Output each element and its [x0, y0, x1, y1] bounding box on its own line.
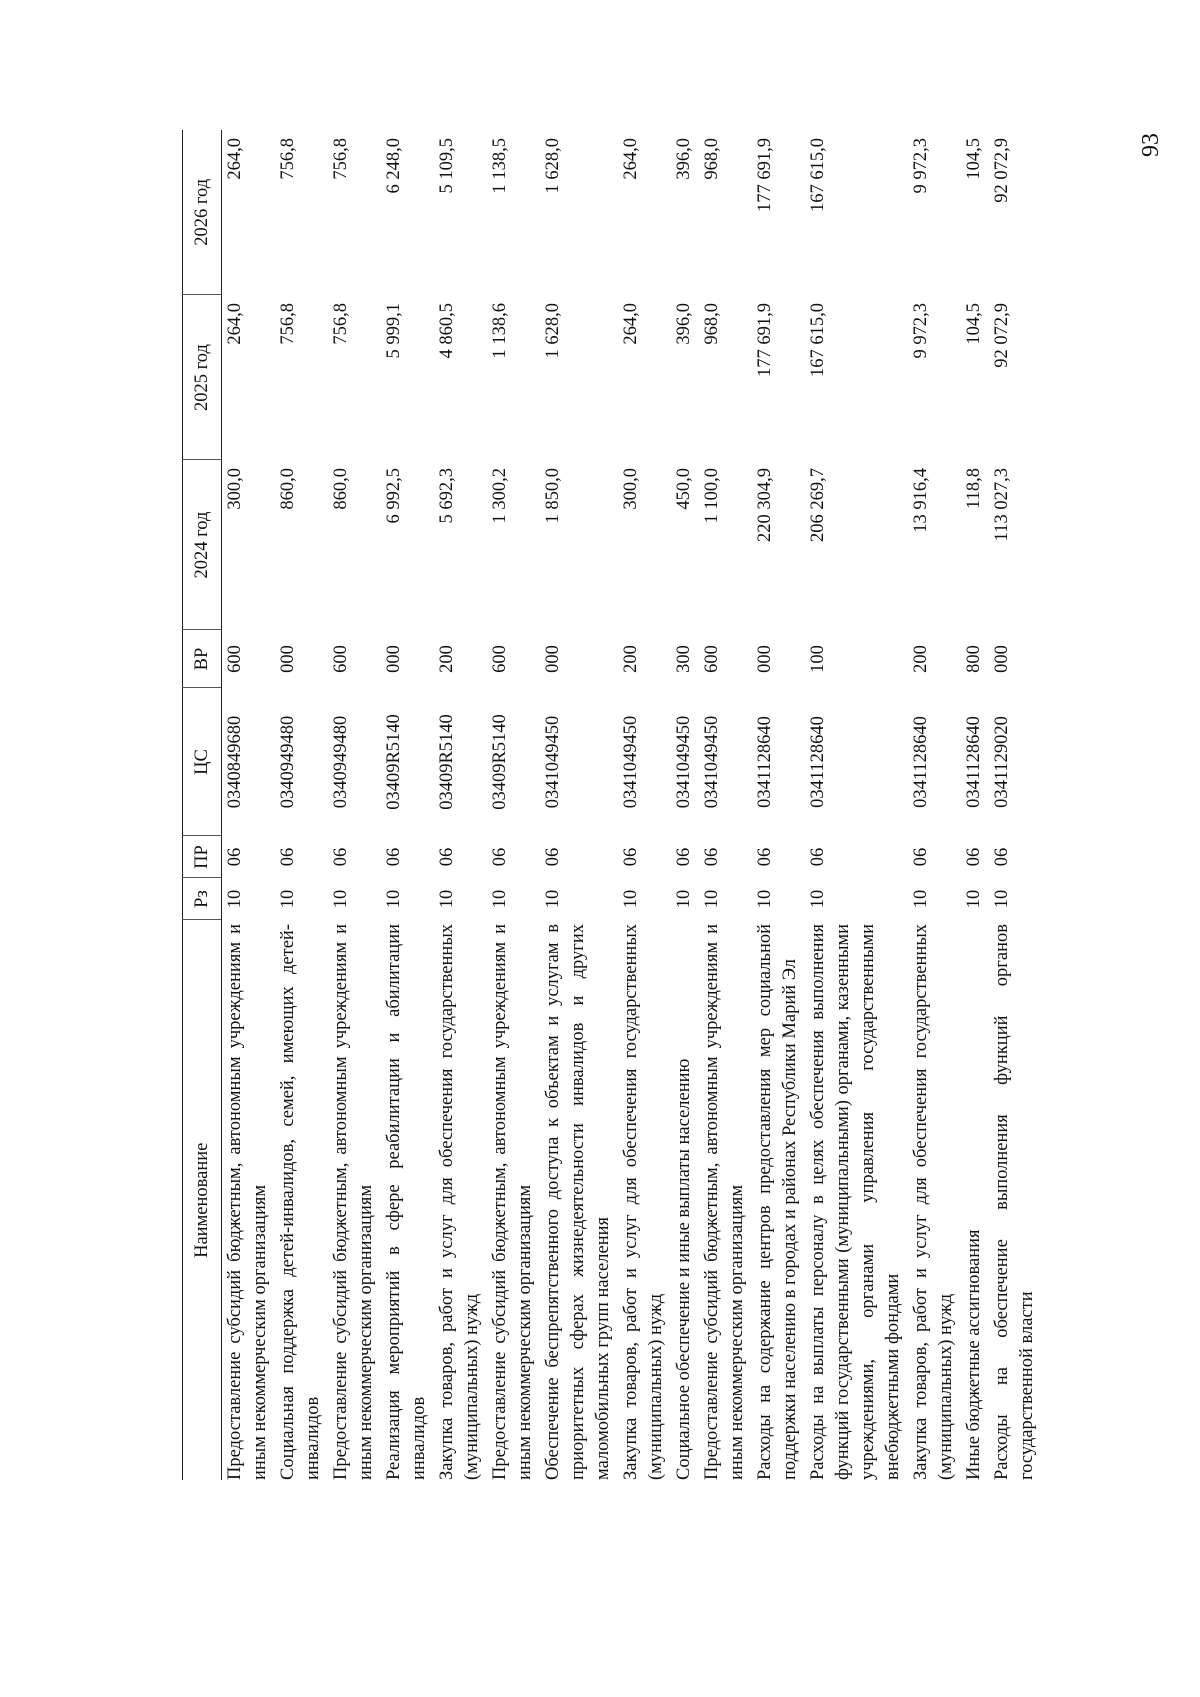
table-row: [222, 130, 276, 1480]
row-name: Закупка товаров, работ и услуг для обеспечения государственных (муниципальных) нужд: [911, 924, 956, 1480]
row-pr: 06: [621, 847, 641, 867]
rotated-table-container: [182, 130, 1102, 1480]
row-vr: 600: [702, 645, 722, 673]
header-name: Наименование: [183, 920, 222, 1480]
row-2026: 756,8: [331, 138, 351, 180]
header-rz: Рз: [183, 878, 222, 920]
row-2025: 104,5: [964, 303, 984, 345]
row-rz: 10: [331, 889, 351, 909]
row-name: Предоставление субсидий бюджетным, автономным учреждениям и иным некоммерческим организациям: [225, 924, 270, 1480]
row-vr: 000: [384, 645, 404, 673]
row-cs: 0341128640: [755, 716, 775, 808]
row-2026: 264,0: [225, 138, 245, 180]
row-2026: 92 072,9: [992, 138, 1012, 203]
row-2026: 167 615,0: [808, 138, 828, 212]
row-vr: 600: [490, 645, 510, 673]
row-pr: 06: [674, 847, 694, 867]
row-2024: 13 916,4: [911, 468, 931, 533]
row-2024: 300,0: [621, 468, 641, 510]
row-2024: 1 100,0: [702, 468, 722, 524]
table-body: [222, 130, 1043, 1480]
row-2025: 756,8: [278, 303, 298, 345]
row-rz: 10: [808, 889, 828, 909]
table-row: [540, 130, 618, 1480]
row-rz: 10: [225, 889, 245, 909]
row-2026: 968,0: [702, 138, 722, 180]
row-2024: 300,0: [225, 468, 245, 510]
row-2024: 6 992,5: [384, 468, 404, 524]
table-row: [275, 130, 328, 1480]
row-name: Предоставление субсидий бюджетным, автономным учреждениям и иным некоммерческим организациям: [490, 924, 535, 1480]
row-vr: 000: [543, 645, 563, 673]
header-row: [183, 130, 222, 1480]
table-row: [752, 130, 805, 1480]
row-vr: 000: [755, 645, 775, 673]
row-2025: 756,8: [331, 303, 351, 345]
row-name: Закупка товаров, работ и услуг для обеспечения государственных (муниципальных) нужд: [621, 924, 666, 1480]
row-2026: 756,8: [278, 138, 298, 180]
table-row: [487, 130, 540, 1480]
header-2024: 2024 год: [183, 460, 222, 630]
row-2026: 6 248,0: [384, 138, 404, 194]
row-name: Социальная поддержка детей-инвалидов, семей, имеющих детей-инвалидов: [278, 924, 323, 1480]
row-cs: 0341129020: [992, 716, 1012, 808]
row-name: Социальное обеспечение и иные выплаты населению: [674, 1058, 694, 1480]
row-pr: 06: [490, 847, 510, 867]
table-row: [805, 130, 908, 1480]
table-row: [989, 130, 1042, 1480]
table-row: [328, 130, 381, 1480]
row-cs: 0341049450: [543, 715, 563, 809]
row-rz: 10: [755, 889, 775, 909]
row-vr: 000: [278, 645, 298, 673]
row-vr: 200: [911, 645, 931, 673]
row-rz: 10: [278, 889, 298, 909]
table-row: [699, 130, 752, 1480]
table-row: [381, 130, 434, 1480]
row-rz: 10: [621, 889, 641, 909]
row-cs: 0341049450: [702, 715, 722, 809]
row-rz: 10: [674, 889, 694, 909]
row-2024: 113 027,3: [992, 468, 1012, 542]
row-vr: 600: [331, 645, 351, 673]
row-rz: 10: [911, 889, 931, 909]
row-pr: 06: [964, 847, 984, 867]
row-rz: 10: [964, 889, 984, 909]
row-rz: 10: [702, 889, 722, 909]
row-pr: 06: [331, 847, 351, 867]
row-rz: 10: [437, 889, 457, 909]
row-vr: 200: [621, 645, 641, 673]
row-name: Реализация мероприятий в сфере реабилитации и абилитации инвалидов: [384, 924, 429, 1480]
budget-table: [182, 130, 1042, 1480]
row-name: Расходы на содержание центров предоставления мер социальной поддержки населению в городах и районах Республики Марий Эл: [755, 924, 800, 1480]
table-row: [434, 130, 487, 1480]
row-2024: 5 692,3: [437, 468, 457, 524]
row-2025: 177 691,9: [755, 303, 775, 377]
row-pr: 06: [911, 847, 931, 867]
row-cs: 03409R5140: [490, 714, 510, 810]
row-2024: 220 304,9: [755, 468, 775, 542]
row-2026: 5 109,5: [437, 138, 457, 194]
row-2024: 860,0: [278, 468, 298, 510]
row-name: Закупка товаров, работ и услуг для обеспечения государственных (муниципальных) нужд: [437, 924, 482, 1480]
row-2025: 5 999,1: [384, 303, 404, 359]
row-pr: 06: [225, 847, 245, 867]
row-2026: 396,0: [674, 138, 694, 180]
table-row: [671, 130, 699, 1480]
row-pr: 06: [755, 847, 775, 867]
row-2024: 450,0: [674, 468, 694, 510]
row-rz: 10: [384, 889, 404, 909]
row-pr: 06: [543, 847, 563, 867]
row-2025: 264,0: [621, 303, 641, 345]
row-cs: 0341128640: [911, 716, 931, 808]
row-cs: 0341049450: [674, 715, 694, 809]
row-name: Расходы на обеспечение выполнения функций органов государственной власти: [992, 924, 1037, 1480]
row-2026: 9 972,3: [911, 138, 931, 194]
row-cs: 0340949480: [331, 715, 351, 809]
page-number: 93: [1137, 133, 1164, 157]
row-2026: 1 138,5: [490, 138, 510, 194]
row-2024: 860,0: [331, 468, 351, 510]
row-rz: 10: [490, 889, 510, 909]
row-pr: 06: [384, 847, 404, 867]
row-2026: 177 691,9: [755, 138, 775, 212]
row-name: Иные бюджетные ассигнования: [964, 1229, 984, 1480]
row-2025: 396,0: [674, 303, 694, 345]
table-row: [618, 130, 671, 1480]
header-cs: ЦС: [183, 688, 222, 836]
row-pr: 06: [437, 847, 457, 867]
row-2025: 264,0: [225, 303, 245, 345]
row-pr: 06: [278, 847, 298, 867]
row-cs: 0341128640: [808, 716, 828, 808]
row-2025: 167 615,0: [808, 303, 828, 377]
row-pr: 06: [992, 847, 1012, 867]
row-2025: 1 138,6: [490, 303, 510, 359]
row-rz: 10: [543, 889, 563, 909]
row-vr: 600: [225, 645, 245, 673]
table-row: [908, 130, 961, 1480]
row-cs: 0340949480: [278, 715, 298, 809]
row-vr: 100: [808, 645, 828, 673]
table-header: [183, 130, 222, 1480]
row-cs: 0341128640: [964, 716, 984, 808]
row-cs: 0341049450: [621, 715, 641, 809]
row-name: Обеспечение беспрепятственного доступа к объектам и услугам в приоритетных сферах жизнедеятельности инвалидов и других маломобильных групп населения: [543, 924, 613, 1480]
header-vr: ВР: [183, 630, 222, 688]
row-2025: 1 628,0: [543, 303, 563, 359]
row-2026: 104,5: [964, 138, 984, 180]
header-2026: 2026 год: [183, 130, 222, 295]
row-vr: 300: [674, 645, 694, 673]
row-cs: 03409R5140: [384, 714, 404, 810]
row-2025: 9 972,3: [911, 303, 931, 359]
row-2025: 92 072,9: [992, 303, 1012, 368]
row-2025: 4 860,5: [437, 303, 457, 359]
row-2024: 206 269,7: [808, 468, 828, 542]
row-pr: 06: [808, 847, 828, 867]
row-2026: 1 628,0: [543, 138, 563, 194]
row-name: Предоставление субсидий бюджетным, автономным учреждениям и иным некоммерческим организациям: [331, 924, 376, 1480]
row-2026: 264,0: [621, 138, 641, 180]
row-name: Предоставление субсидий бюджетным, автономным учреждениям и иным некоммерческим организациям: [702, 924, 747, 1480]
row-pr: 06: [702, 847, 722, 867]
header-2025: 2025 год: [183, 295, 222, 460]
row-2024: 118,8: [964, 468, 984, 509]
row-vr: 000: [992, 645, 1012, 673]
row-vr: 200: [437, 645, 457, 673]
row-2024: 1 850,0: [543, 468, 563, 524]
row-cs: 03409R5140: [437, 714, 457, 810]
row-2024: 1 300,2: [490, 468, 510, 524]
row-2025: 968,0: [702, 303, 722, 345]
row-cs: 0340849680: [225, 715, 245, 809]
table-row: [961, 130, 989, 1480]
header-pr: ПР: [183, 836, 222, 878]
row-name: Расходы на выплаты персоналу в целях обеспечения выполнения функций государственными (муниципальными) органами, казенными учреждениями, органами управления государственными внебюджетными фондами: [808, 924, 903, 1480]
row-rz: 10: [992, 889, 1012, 909]
row-vr: 800: [964, 645, 984, 673]
